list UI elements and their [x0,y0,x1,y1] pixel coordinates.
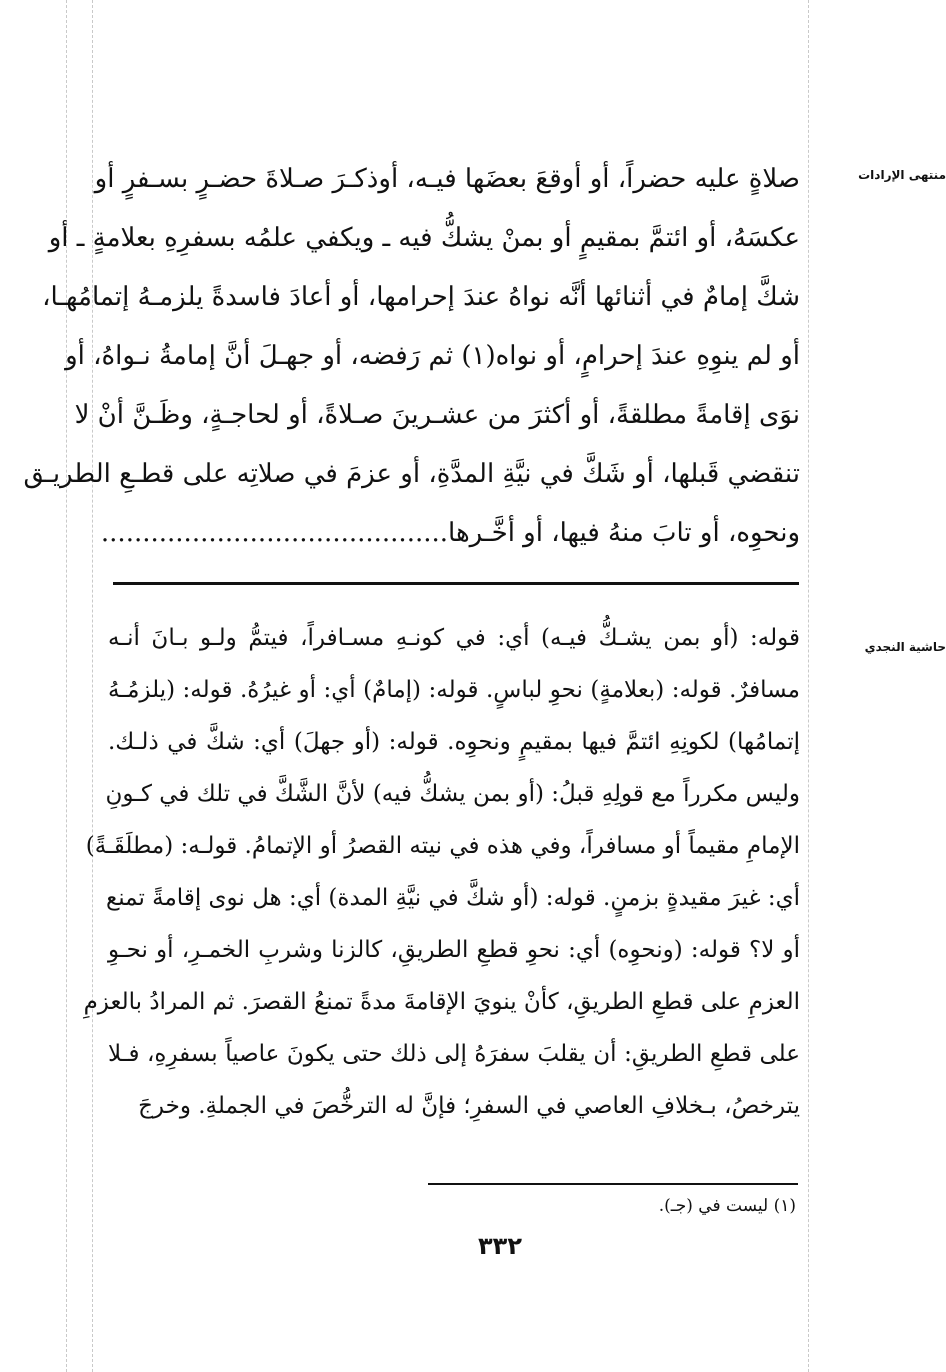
main-text-line: عكسَهُ، أو ائتمَّ بمقيمٍ أو بمنْ يشكُّ فيه ـ ويكفي علمُه بسفرِهِ بعلامةٍ ـ أو [48,223,800,253]
commentary-line: إتمامُها) لكونِهِ ائتمَّ فيها بمقيمٍ ونحوِه. قوله: (أو جهلَ) أي: شكَّ في ذلـك. [108,729,800,755]
commentary-line: قوله: (أو بمن يشـكُّ فيـه) أي: في كونـهِ مسـافراً، فيتمُّ ولـو بـانَ أنـه [108,625,800,651]
running-title-commentary: حاشية النجدي [864,640,946,654]
main-text-line: أو لم ينوِهِ عندَ إحرامٍ، أو نواه(١) ثم رَفضه، أو جهـلَ أنَّ إمامةُ نـواهُ، أو [65,341,800,371]
commentary-line: أي: غيرَ مقيدةٍ بزمنٍ. قوله: (أو شكَّ في نيَّةِ المدة) أي: هل نوى إقامةً تمنع [105,885,800,911]
scan-edge-left [66,0,67,1372]
main-text-line: ونحوِه، أو تابَ منهُ فيها، أو أخَّـرها.......................................... [100,518,800,548]
commentary-line: مسافرٌ. قوله: (بعلامةٍ) نحوِ لباسٍ. قوله: (إمامٌ) أي: أو غيرُهُ. قوله: (يلزمُـهُ [108,677,800,703]
footnote: (١) ليست في (جـ). [658,1196,796,1216]
main-text-line: شكَّ إمامٌ في أثنائها أنَّه نواهُ عندَ إحرامها، أو أعادَ فاسدةً يلزمـهُ إتمامُهـا، [42,282,800,312]
main-text-line: نوَى إقامةً مطلقةً، أو أكثرَ من عشـرينَ صـلاةً، أو لحاجـةٍ، وظَـنَّ أنْ لا [74,400,800,430]
commentary-line: وليس مكرراً مع قولِهِ قبلُ: (أو بمن يشكُّ فيه) لأنَّ الشَّكَّ في تلك في كـونِ [105,781,800,807]
commentary-line: على قطعِ الطريقِ: أن يقلبَ سفرَهُ إلى ذلك حتى يكونَ عاصياً بسفرِهِ، فـلا [108,1041,800,1067]
scan-edge-right [808,0,809,1372]
commentary-line: العزمِ على قطعِ الطريقِ، كأنْ ينويَ الإقامةَ مدةً تمنعُ القصرَ. ثم المرادُ بالعزمِ [83,989,800,1015]
page-number: ٣٣٢ [478,1232,522,1260]
scan-edge-left-inner [92,0,93,1372]
commentary-block [83,612,800,1132]
main-text-line: تنقضي قَبلها، أو شَكَّ في نيَّةِ المدَّةِ، أو عزمَ في صلاتِه على قطـعِ الطريـق [23,459,800,489]
commentary-line: يترخصُ، بـخلافِ العاصي في السفرِ؛ فإنَّ له الترخُّصَ في الجملةِ. وخرجَ [138,1093,800,1119]
running-title-main: منتهى الإرادات [858,168,946,182]
main-text-block [23,150,800,563]
main-text-line: صلاةٍ عليه حضراً، أو أوقعَ بعضَها فيـه، أوذكـرَ صـلاةَ حضـرٍ بسـفرٍ أو [94,164,800,194]
main-text-divider [113,582,799,585]
commentary-line: أو لا؟ قوله: (ونحوِه) أي: نحوِ قطعِ الطريقِ، كالزنا وشربِ الخمـرِ، أو نحـوِ [108,937,800,963]
footnote-divider [428,1183,798,1185]
commentary-line: الإمامِ مقيماً أو مسافراً، وفي هذه في نيته القصرُ أو الإتمامُ. قولـه: (مطلَقَـةً) [85,833,800,859]
